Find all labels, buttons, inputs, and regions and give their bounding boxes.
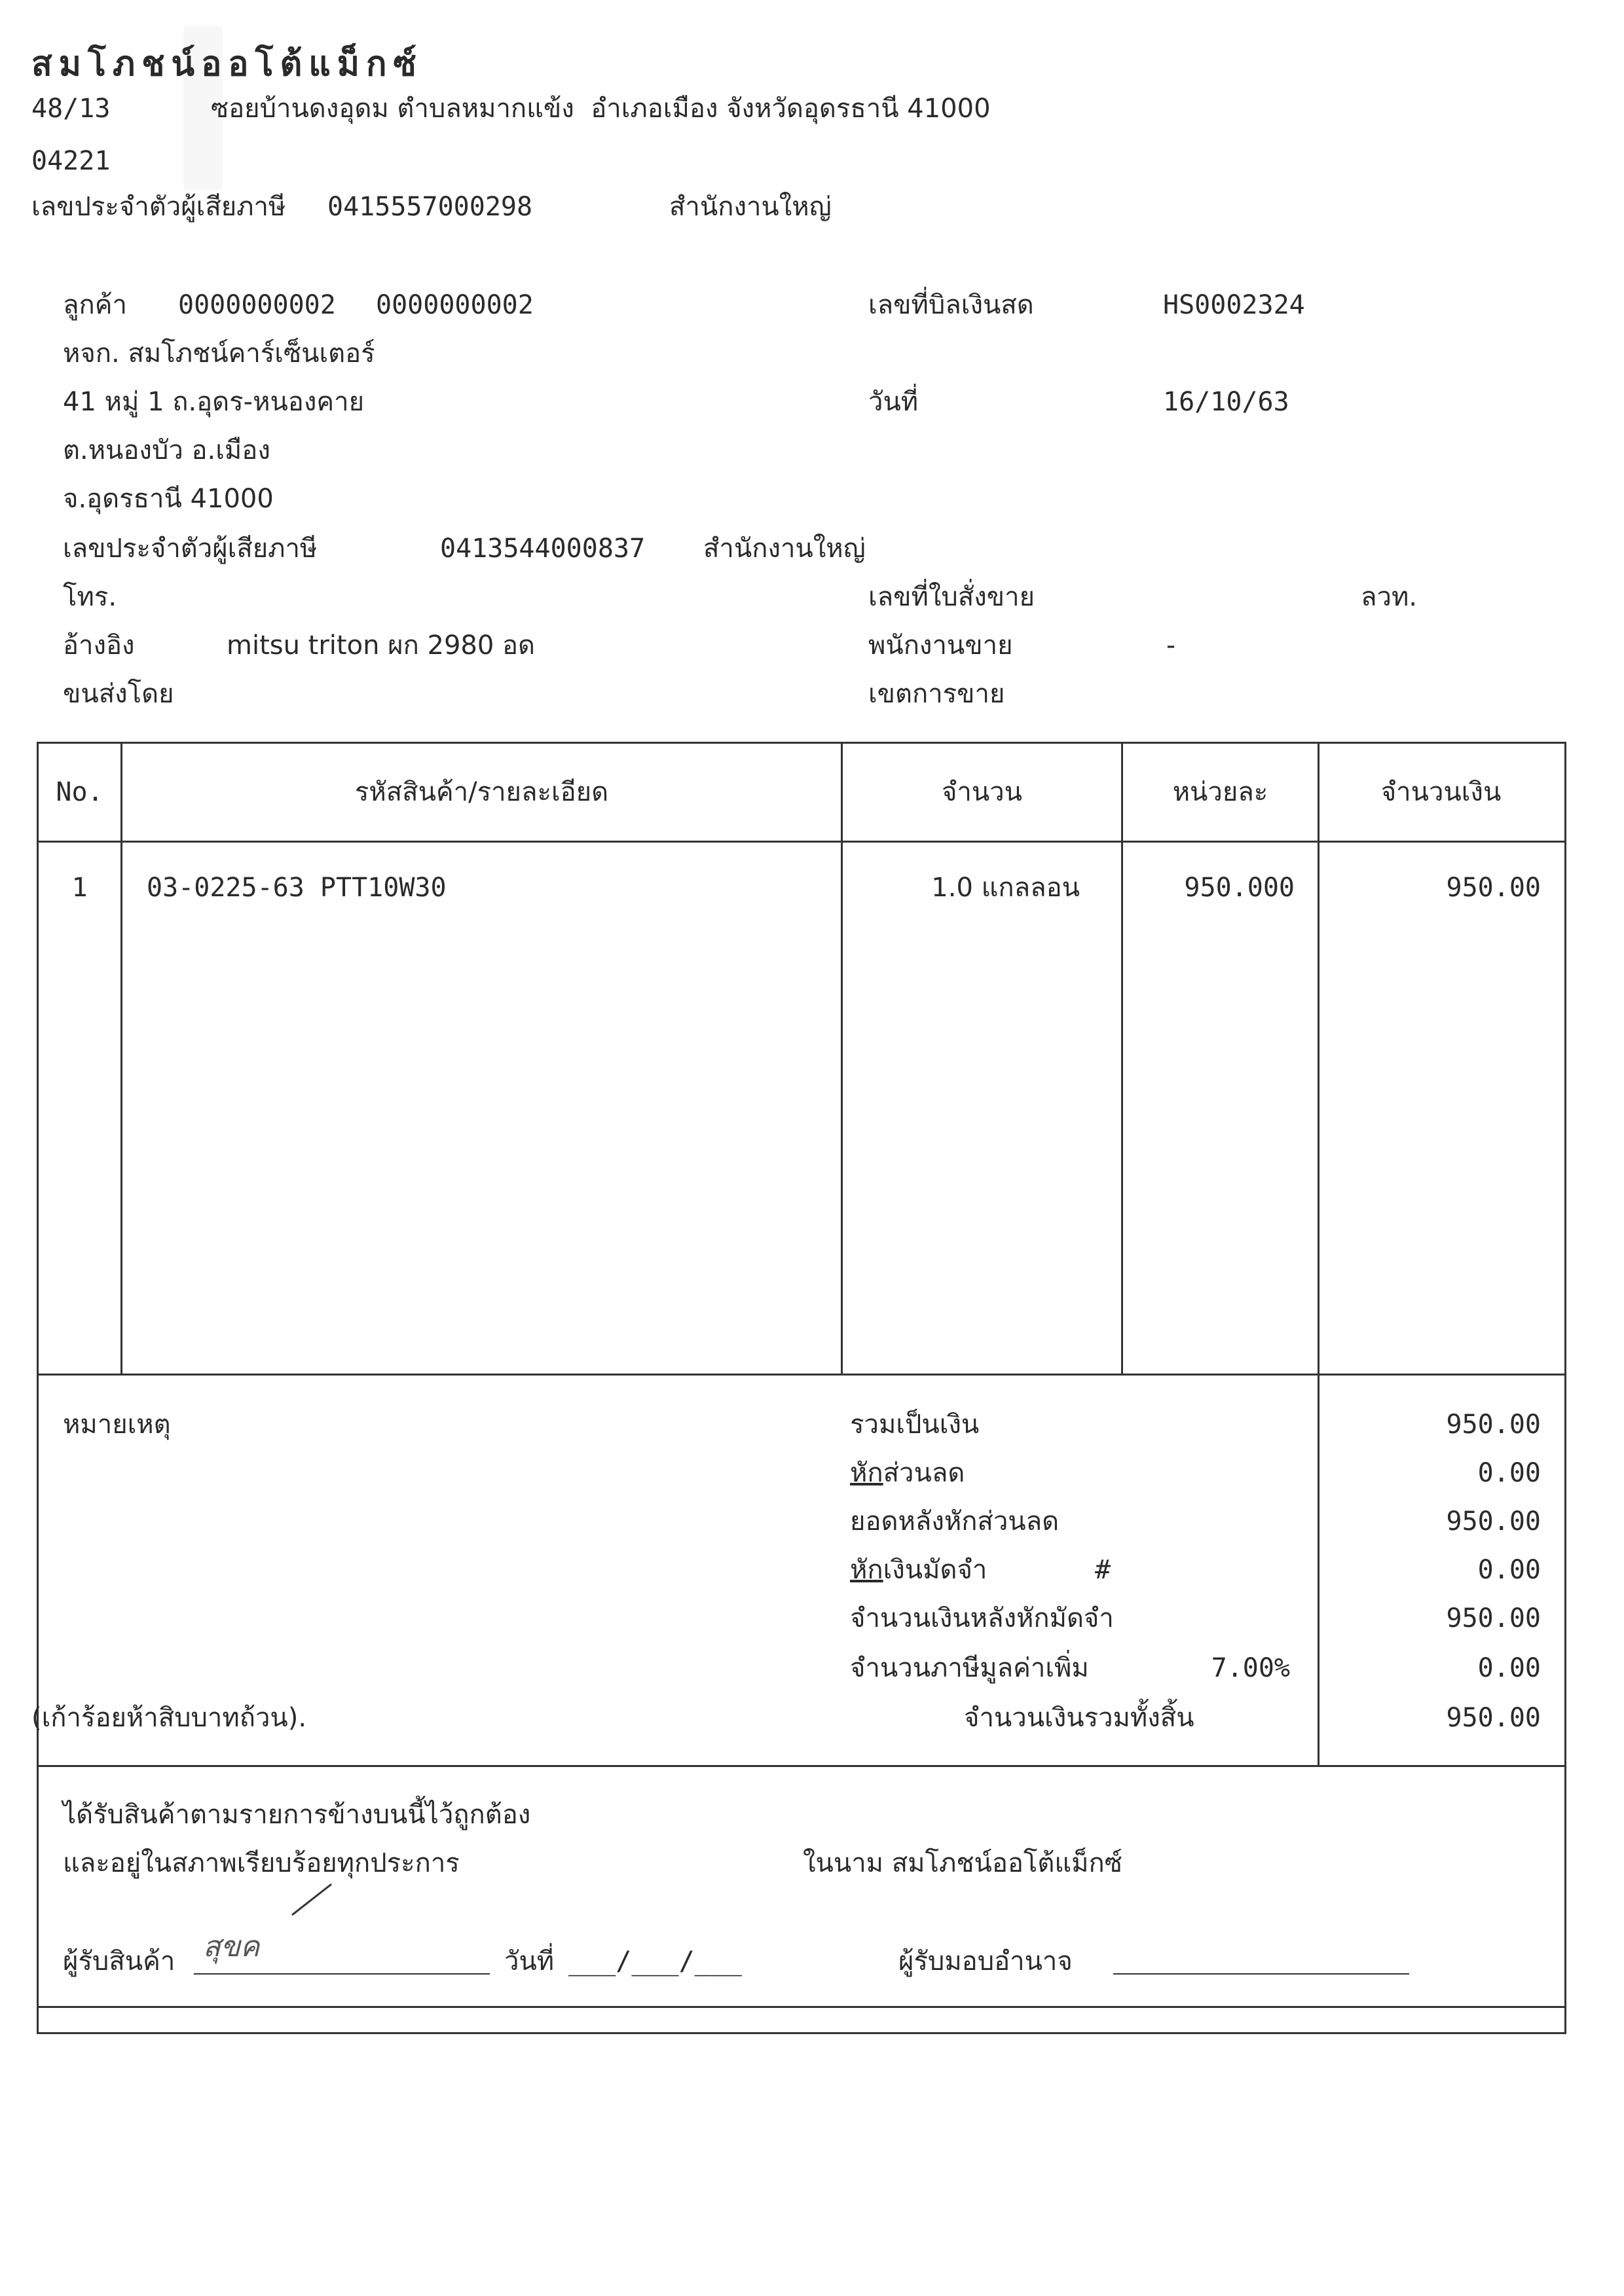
subtotal-value: 950.00 — [1446, 1410, 1541, 1440]
company-address: ซอยบ้านดงอุดม ตำบลหมากแข้ง อำเภอเมือง จังหวัดอุดรธานี 41000 — [211, 94, 991, 124]
discount-value: 0.00 — [1477, 1458, 1541, 1488]
after-discount-label: ยอดหลังหักส่วนลด — [850, 1506, 1060, 1537]
vat-label: จำนวนภาษีมูลค่าเพิ่ม — [850, 1653, 1089, 1683]
bill-date-label: วันที่ — [868, 387, 919, 417]
received-line-1: ได้รับสินค้าตามรายการข้างบนนี้ไว้ถูกต้อง — [63, 1800, 531, 1830]
receiver-label: ผู้รับสินค้า — [63, 1946, 175, 1977]
customer-address-1: 41 หมู่ 1 ถ.อุดร-หนองคาย — [63, 387, 364, 417]
header-description: รหัสสินค้า/รายละเอียด — [354, 777, 609, 807]
receiver-signature: สุขค — [203, 1930, 260, 1963]
customer-name: หจก. สมโภชน์คาร์เซ็นเตอร์ — [63, 338, 375, 369]
total-label: จำนวนเงินรวมทั้งสิ้น — [964, 1703, 1194, 1733]
received-line-2: และอยู่ในสภาพเรียบร้อยทุกประการ — [63, 1848, 460, 1878]
company-taxid-label: เลขประจำตัวผู้เสียภาษี — [31, 192, 286, 222]
row-amount: 950.00 — [1446, 873, 1541, 903]
header-quantity: จำนวน — [941, 777, 1023, 807]
discount-label — [850, 1460, 965, 1486]
subtotal-label: รวมเป็นเงิน — [850, 1410, 980, 1440]
company-phone: 04221 — [31, 146, 111, 176]
deposit-label — [850, 1557, 987, 1583]
col-divider-2 — [841, 742, 843, 1376]
bill-no-label: เลขที่บิลเงินสด — [868, 290, 1034, 320]
company-taxid: 0415557000298 — [327, 192, 533, 222]
receiver-signature-line — [194, 1973, 490, 1975]
col-divider-3 — [1121, 742, 1123, 1376]
deposit-label-text: เงินมัดจำ — [883, 1555, 987, 1585]
col-divider-1 — [120, 742, 122, 1376]
remark-label: หมายเหตุ — [63, 1410, 171, 1440]
receive-date-blank: ___/___/___ — [568, 1946, 742, 1977]
authorized-label: ผู้รับมอบอำนาจ — [898, 1946, 1073, 1977]
row-description: 03-0225-63 PTT10W30 — [147, 873, 447, 903]
company-branch: สำนักงานใหญ่ — [669, 192, 832, 222]
on-behalf-text: ในนาม สมโภชน์ออโต้แม็กซ์ — [803, 1848, 1122, 1878]
customer-ship-label: ขนส่งโดย — [63, 679, 174, 709]
header-amount: จำนวนเงิน — [1380, 777, 1502, 807]
authorized-signature-line — [1113, 1973, 1409, 1975]
customer-address-3: จ.อุดรธานี 41000 — [63, 484, 274, 514]
table-header-divider — [37, 841, 1564, 843]
bill-no: HS0002324 — [1163, 290, 1305, 320]
bill-order-label: เลขที่ใบสั่งขาย — [868, 582, 1035, 612]
bill-date: 16/10/63 — [1163, 387, 1289, 417]
customer-address-2: ต.หนองบัว อ.เมือง — [63, 435, 270, 465]
customer-ref-label: อ้างอิง — [63, 630, 135, 661]
deposit-value: 0.00 — [1477, 1555, 1541, 1585]
after-deposit-value: 950.00 — [1446, 1603, 1541, 1633]
customer-phone-label: โทร. — [63, 582, 117, 612]
vat-value: 0.00 — [1477, 1653, 1541, 1683]
header-no: No. — [56, 777, 103, 807]
table-body-divider — [37, 1374, 1564, 1376]
row-quantity: 1.0 แกลลอน — [931, 873, 1080, 903]
bill-sales-label: พนักงานขาย — [868, 630, 1013, 661]
bill-area-label: เขตการขาย — [868, 679, 1005, 709]
company-name: สมโภชน์ออโต้แม็กซ์ — [31, 45, 423, 84]
company-address-prefix: 48/13 — [31, 94, 111, 124]
customer-taxid-label: เลขประจำตัวผู้เสียภาษี — [63, 534, 318, 564]
receive-date-label: วันที่ — [504, 1946, 555, 1977]
customer-branch: สำนักงานใหญ่ — [703, 534, 866, 564]
bill-order-note: ลวท. — [1361, 582, 1418, 612]
bill-sales: - — [1163, 630, 1179, 661]
customer-code-2: 0000000002 — [376, 290, 534, 320]
after-deposit-label: จำนวนเงินหลังหักมัดจำ — [850, 1603, 1114, 1633]
row-unit-price: 950.000 — [1184, 873, 1295, 903]
deposit-label-prefix: หัก — [850, 1555, 883, 1585]
header-unit-price: หน่วยละ — [1172, 777, 1268, 807]
customer-code-1: 0000000002 — [178, 290, 336, 320]
after-discount-value: 950.00 — [1446, 1506, 1541, 1537]
row-no: 1 — [71, 873, 88, 903]
vat-rate: 7.00% — [1211, 1653, 1290, 1683]
customer-label: ลูกค้า — [63, 290, 127, 320]
deposit-hash: # — [1095, 1555, 1111, 1585]
discount-label-text: ส่วนลด — [883, 1458, 965, 1488]
discount-label-prefix: หัก — [850, 1458, 883, 1488]
customer-ref: mitsu triton ผก 2980 อด — [227, 630, 536, 661]
total-value: 950.00 — [1446, 1703, 1541, 1733]
amount-in-words: (เก้าร้อยห้าสิบบาทถ้วน). — [31, 1703, 307, 1733]
tick-mark — [286, 1879, 338, 1918]
customer-taxid: 0413544000837 — [440, 534, 646, 564]
